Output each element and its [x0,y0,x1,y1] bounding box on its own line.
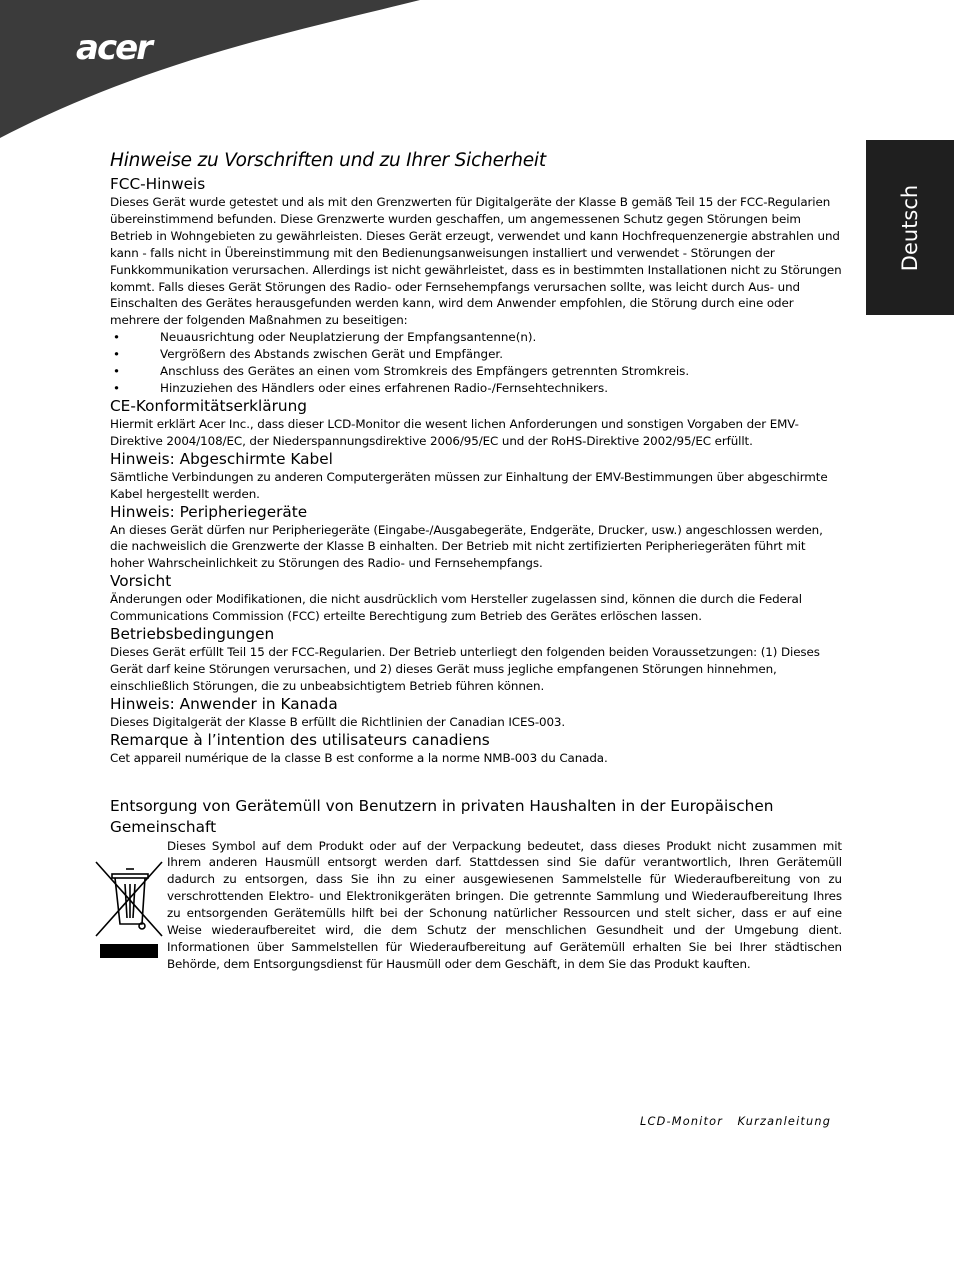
caution-body: Änderungen oder Modifikationen, die nicht ausdrücklich vom Hersteller zugelassen sind, können die durch die Federal Communications Commission (FCC) erteilte Berechtigung zum Betrieb des Gerätes erlöschen lassen. [110,592,802,624]
list-item: • Hinzuziehen des Händlers oder eines erfahrenen Radio-/Fernsehtechnikers. [110,380,842,397]
fcc-body: Dieses Gerät wurde getestet und als mit den Grenzwerten für Digitalgeräte der Klasse B gemäß Teil 15 der FCC-Regularien übereinstimmend befunden. Diese Grenzwerte wurden geschaffen, um angemessenen Schutz gegen Störungen beim Betrieb in Wohngebieten zu gewährleisten. Dieses Gerät erzeugt, verwendet und kann Hochfrequenzenergie abstrahlen und kann - falls nicht in Übereinstimmung mit den Bedienungsanweisungen installiert und verwendet - Störungen der Funkkommunikation verursachen. Allerdings ist nicht gewährleistet, dass es in bestimmten Installationen nicht zu Störungen kommt. Falls dieses Gerät Störungen des Radio- oder Fernsehempfangs verursachen sollte, was leicht durch Aus- und Einschalten des Gerätes herausgefunden werden kann, wird dem Anwender empfohlen, die Störung durch eine oder mehrere der folgenden Maßnahmen zu beseitigen: [110,195,842,328]
weee-section [110,796,842,973]
main-content [110,150,842,973]
caution-section [110,572,842,625]
canada-section [110,695,842,731]
caution-heading: Vorsicht [110,572,172,591]
operating-conditions-section [110,625,842,695]
list-item: • Anschluss des Gerätes an einen vom Stromkreis des Empfängers getrennten Stromkreis. [110,363,842,380]
ce-heading: CE-Konformitätserklärung [110,396,308,415]
language-tab [866,140,954,315]
ce-section [110,397,842,450]
weee-heading: Entsorgung von Gerätemüll von Benutzern in privaten Haushalten in der Europäischen Gemeinschaft [110,796,774,836]
crossed-out-wheelie-bin-icon [94,860,166,940]
canada-fr-body: Cet appareil numérique de la classe B est conforme a la norme NMB-003 du Canada. [110,750,608,765]
shielded-cable-section [110,450,842,503]
page-title: Hinweise zu Vorschriften und zu Ihrer Sicherheit [110,150,546,171]
canada-fr-heading: Remarque à l’intention des utilisateurs canadiens [110,730,490,749]
acer-logo: acer [76,28,151,68]
fcc-bullet-list [110,329,842,397]
weee-bar [100,944,158,958]
fcc-heading: FCC-Hinweis [110,175,206,193]
weee-block [110,838,842,973]
peripheral-section [110,503,842,573]
peripheral-body: An dieses Gerät dürfen nur Peripheriegeräte (Eingabe-/Ausgabegeräte, Endgeräte, Drucker, usw.) angeschlossen werden, die nachweislich die Grenzwerte der Klasse B einhalten. Der Betrieb mit nicht zertifizierten Peripheriegeräten führt mit hoher Wahrscheinlichkeit zu Störungen des Radio- und Fernsehempfangs. [110,522,823,571]
operating-conditions-heading: Betriebsbedingungen [110,625,275,644]
operating-conditions-body: Dieses Gerät erfüllt Teil 15 der FCC-Regularien. Der Betrieb unterliegt den folgenden beiden Voraussetzungen: (1) Dieses Gerät darf keine Störungen verursachen, und 2) dieses Gerät muss jegliche empfangenen Störungen hinnehmen, einschließlich Störungen, die zu unbeabsichtigtem Betrieb führen können. [110,645,820,693]
footer-note: LCD-Monitor Kurzanleitung [640,1115,832,1128]
list-item: • Vergrößern des Abstands zwischen Gerät und Empfänger. [110,346,842,363]
language-tab-label: Deutsch [898,184,922,271]
shielded-cable-heading: Hinweis: Abgeschirmte Kabel [110,449,333,468]
ce-body: Hiermit erklärt Acer Inc., dass dieser LCD-Monitor die wesent lichen Anforderungen und sonstigen Vorgaben der EMV-Direktive 2004/108/EC, der Niederspannungsdirektive 2006/95/EC und der RoHS-Direktive 2002/95/EC erfüllt. [110,416,799,448]
fcc-section [110,175,842,397]
list-item: • Neuausrichtung oder Neuplatzierung der Empfangsantenne(n). [110,329,842,346]
canada-body: Dieses Digitalgerät der Klasse B erfüllt die Richtlinien der Canadian ICES-003. [110,714,566,729]
canada-fr-section [110,731,842,767]
canada-heading: Hinweis: Anwender in Kanada [110,694,338,713]
header-band [0,0,430,140]
peripheral-heading: Hinweis: Peripheriegeräte [110,502,308,521]
shielded-cable-body: Sämtliche Verbindungen zu anderen Computergeräten müssen zur Einhaltung der EMV-Bestimmungen über abgeschirmte Kabel hergestellt werden. [110,469,828,501]
weee-body: Dieses Symbol auf dem Produkt oder auf der Verpackung bedeutet, dass dieses Produkt nicht zusammen mit Ihrem anderen Hausmüll entsorgt werden darf. Stattdessen sind Sie dafür verantwortlich, Ihren Gerätemüll dadurch zu entsorgen, dass Sie ihn zu einer ausgewiesenen Sammelstelle für Wiederaufbereitung von zu verschrottenden Elektro- und Elektronikgeräten bringen. Die getrennte Sammlung und Wiederaufbereitung Ihres zu entsorgenden Gerätemülls hilft bei der Schonung natürlicher Ressourcen und stelt sicher, dass er auf eine Weise wiederaufbereitet wird, die dem Schutz der menschlichen Gesundheit und der Umgebung dient. Informationen über Sammelstellen für Wiederaufbereitung auf Gerätemüll erhalten Sie bei Ihrer städtischen Behörde, dem Entsorgungsdienst für Hausmüll oder dem Geschäft, in dem Sie das Produkt kauften. [167,838,842,971]
